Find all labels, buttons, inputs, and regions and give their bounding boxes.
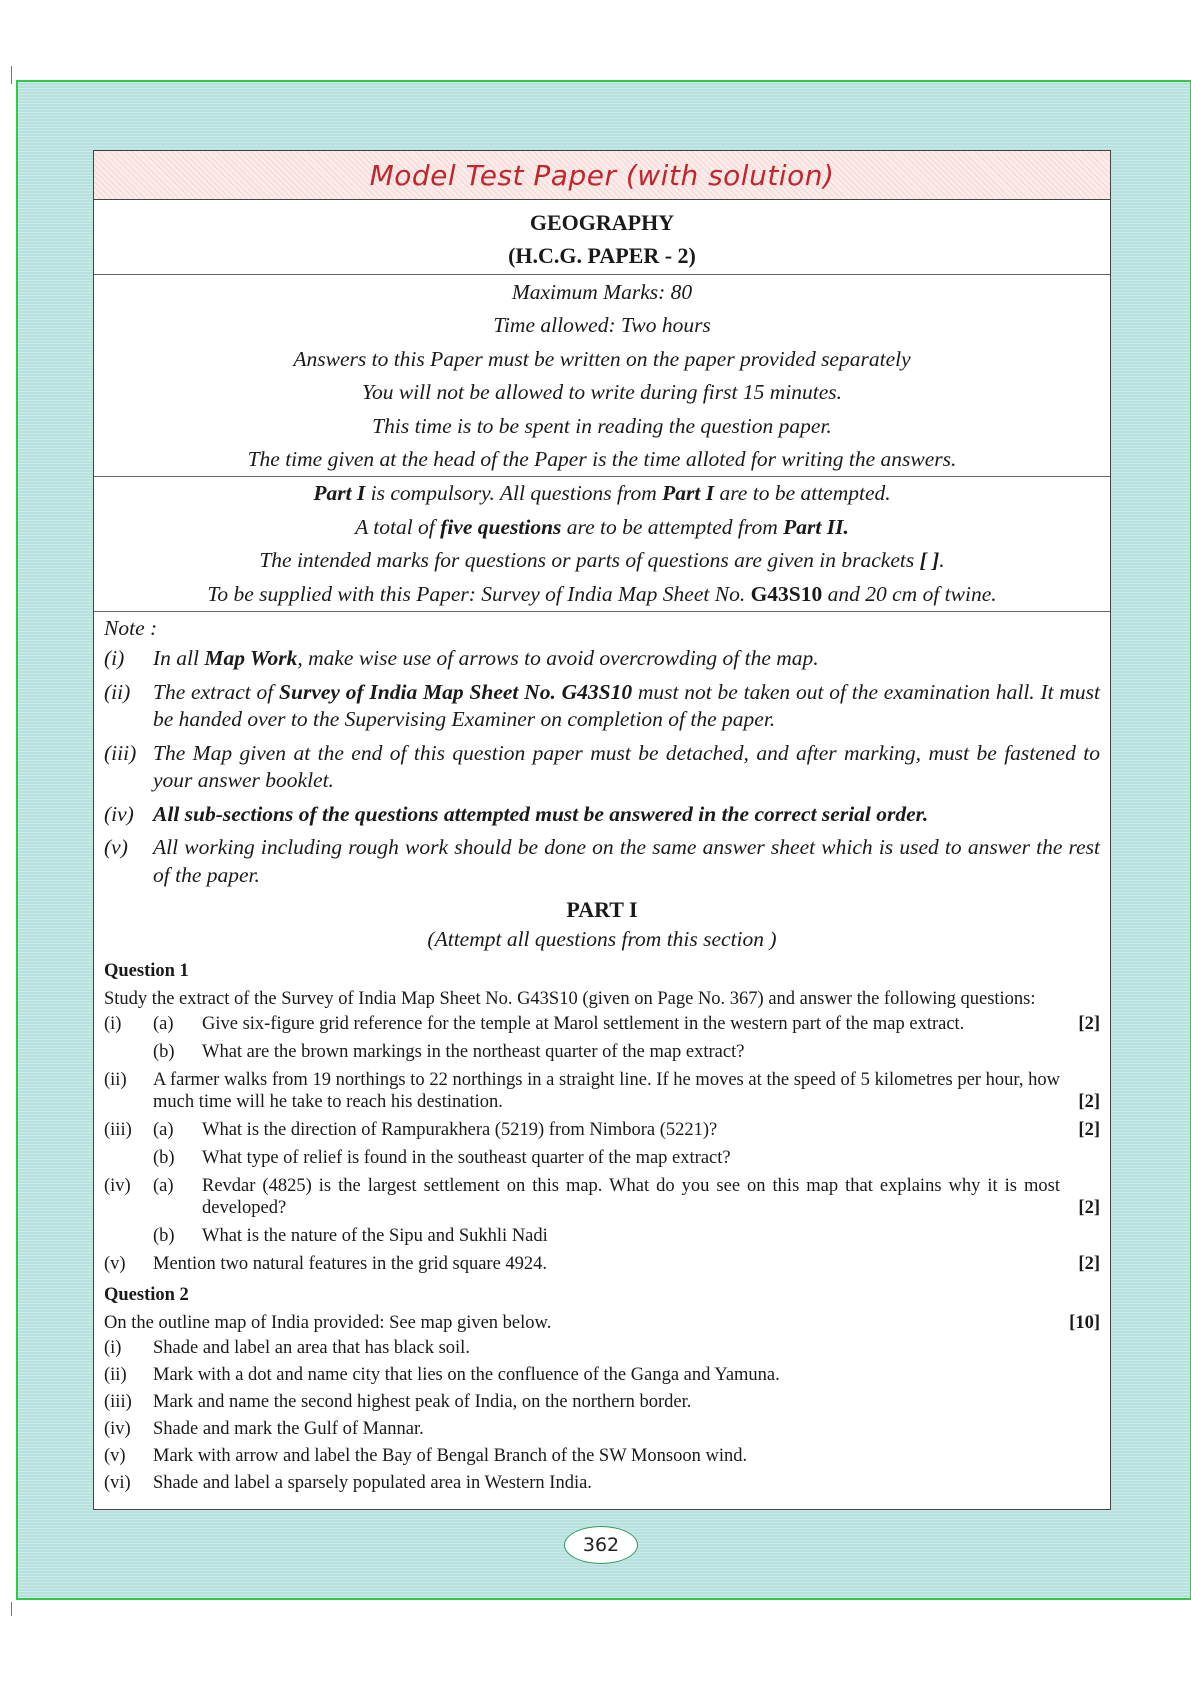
question-title: Question 1: [104, 961, 189, 982]
notes-title: Note :: [104, 616, 158, 641]
question-item: (iv) Shade and mark the Gulf of Mannar.: [104, 1419, 424, 1440]
rule-line: Part I is compulsory. All questions from Part I are to be attempted.: [313, 481, 891, 506]
general-instructions: [94, 275, 1110, 477]
banner-title: Model Test Paper (with solution): [369, 158, 835, 192]
question-item: (v) Mark with arrow and label the Bay of Bengal Branch of the SW Monsoon wind.: [104, 1446, 748, 1467]
question-title: Question 2: [104, 1285, 189, 1306]
question-item: (ii) A farmer walks from 19 northings to 22 northings in a straight line. If he moves at the speed of 5 kilometres per hour, how much time will he take to reach his destination. [2]: [104, 1070, 1100, 1113]
question-item: (i) Shade and label an area that has black soil.: [104, 1338, 470, 1359]
crop-mark: [11, 1602, 12, 1616]
question-item: (b) What is the nature of the Sipu and Sukhli Nadi: [153, 1226, 548, 1247]
note-item: (ii) The extract of Survey of India Map Sheet No. G43S10 must not be taken out of the examination hall. It must be handed over to the Supervising Examiner on completion of the paper.: [104, 679, 1100, 732]
marks-label: [2]: [1078, 1120, 1100, 1141]
subject-header: [94, 200, 1110, 275]
questions: [94, 957, 1110, 1494]
question-intro: On the outline map of India provided: See map given below. [10]: [104, 1309, 1100, 1337]
note-item: (iv) All sub-sections of the questions attempted must be answered in the correct serial order.: [104, 801, 929, 826]
question-item: (b) What type of relief is found in the southeast quarter of the map extract?: [153, 1148, 731, 1169]
rule-line: The intended marks for questions or parts of questions are given in brackets [ ].: [259, 548, 945, 573]
question-item: (iv) (a) Revdar (4825) is the largest settlement on this map. What do you see on this map that explains why it is most developed? [2]: [104, 1176, 1100, 1219]
marks-label: [2]: [1078, 1092, 1100, 1113]
crop-mark: [11, 66, 12, 84]
rule-line: A total of five questions are to be attempted from Part II.: [355, 514, 849, 539]
instruction-line: The time given at the head of the Paper is the time alloted for writing the answers.: [247, 447, 957, 472]
marks-label: [2]: [1078, 1254, 1100, 1275]
subject-name: GEOGRAPHY: [529, 210, 675, 235]
instruction-line: Answers to this Paper must be written on the paper provided separately: [293, 346, 911, 371]
instruction-line: Maximum Marks: 80: [511, 280, 693, 304]
rule-line: To be supplied with this Paper: Survey of India Map Sheet No. G43S10 and 20 cm of twine.: [207, 581, 997, 606]
question-item: (b) What are the brown markings in the northeast quarter of the map extract?: [153, 1042, 745, 1063]
question-intro: Study the extract of the Survey of India Map Sheet No. G43S10 (given on Page No. 367) and answer the following questions:: [104, 989, 1036, 1010]
note-item: (i) In all Map Work, make wise use of arrows to avoid overcrowding of the map.: [104, 646, 819, 671]
question-item: (vi) Shade and label a sparsely populated area in Western India.: [104, 1473, 592, 1494]
note-item: (iii) The Map given at the end of this question paper must be detached, and after marking, must be fastened to your answer booklet.: [104, 740, 1100, 793]
note-item: (v) All working including rough work should be done on the same answer sheet which is used to answer the rest of the paper.: [104, 835, 1100, 887]
question-paper: [93, 150, 1111, 1510]
instruction-line: This time is to be spent in reading the question paper.: [372, 413, 832, 438]
paper-code: (H.C.G. PAPER - 2): [508, 243, 696, 268]
marks-label: [2]: [1078, 1198, 1100, 1219]
question-item: (iii) Mark and name the second highest peak of India, on the northern border.: [104, 1392, 692, 1413]
part-heading: [94, 895, 1110, 953]
marks-label: [2]: [1078, 1014, 1100, 1035]
question-item: (ii) Mark with a dot and name city that lies on the confluence of the Ganga and Yamuna.: [104, 1365, 780, 1386]
instruction-line: You will not be allowed to write during first 15 minutes.: [361, 380, 842, 405]
instruction-line: Time allowed: Two hours: [493, 313, 711, 338]
exam-rules: [94, 477, 1110, 612]
part-subtitle: (Attempt all questions from this section ): [427, 927, 777, 952]
marks-label: [10]: [1069, 1313, 1100, 1334]
notes-section: [94, 612, 1110, 889]
question-item: (v) Mention two natural features in the grid square 4924. [2]: [104, 1254, 1100, 1275]
page-number: 362: [564, 1526, 638, 1564]
question-item: (iii) (a) What is the direction of Rampurakhera (5219) from Nimbora (5221)? [2]: [104, 1120, 1100, 1141]
part-title: PART I: [566, 897, 638, 923]
question-item: (i) (a) Give six-figure grid reference for the temple at Marol settlement in the western part of the map extract. [2]: [104, 1014, 1100, 1035]
title-banner: [94, 151, 1110, 200]
